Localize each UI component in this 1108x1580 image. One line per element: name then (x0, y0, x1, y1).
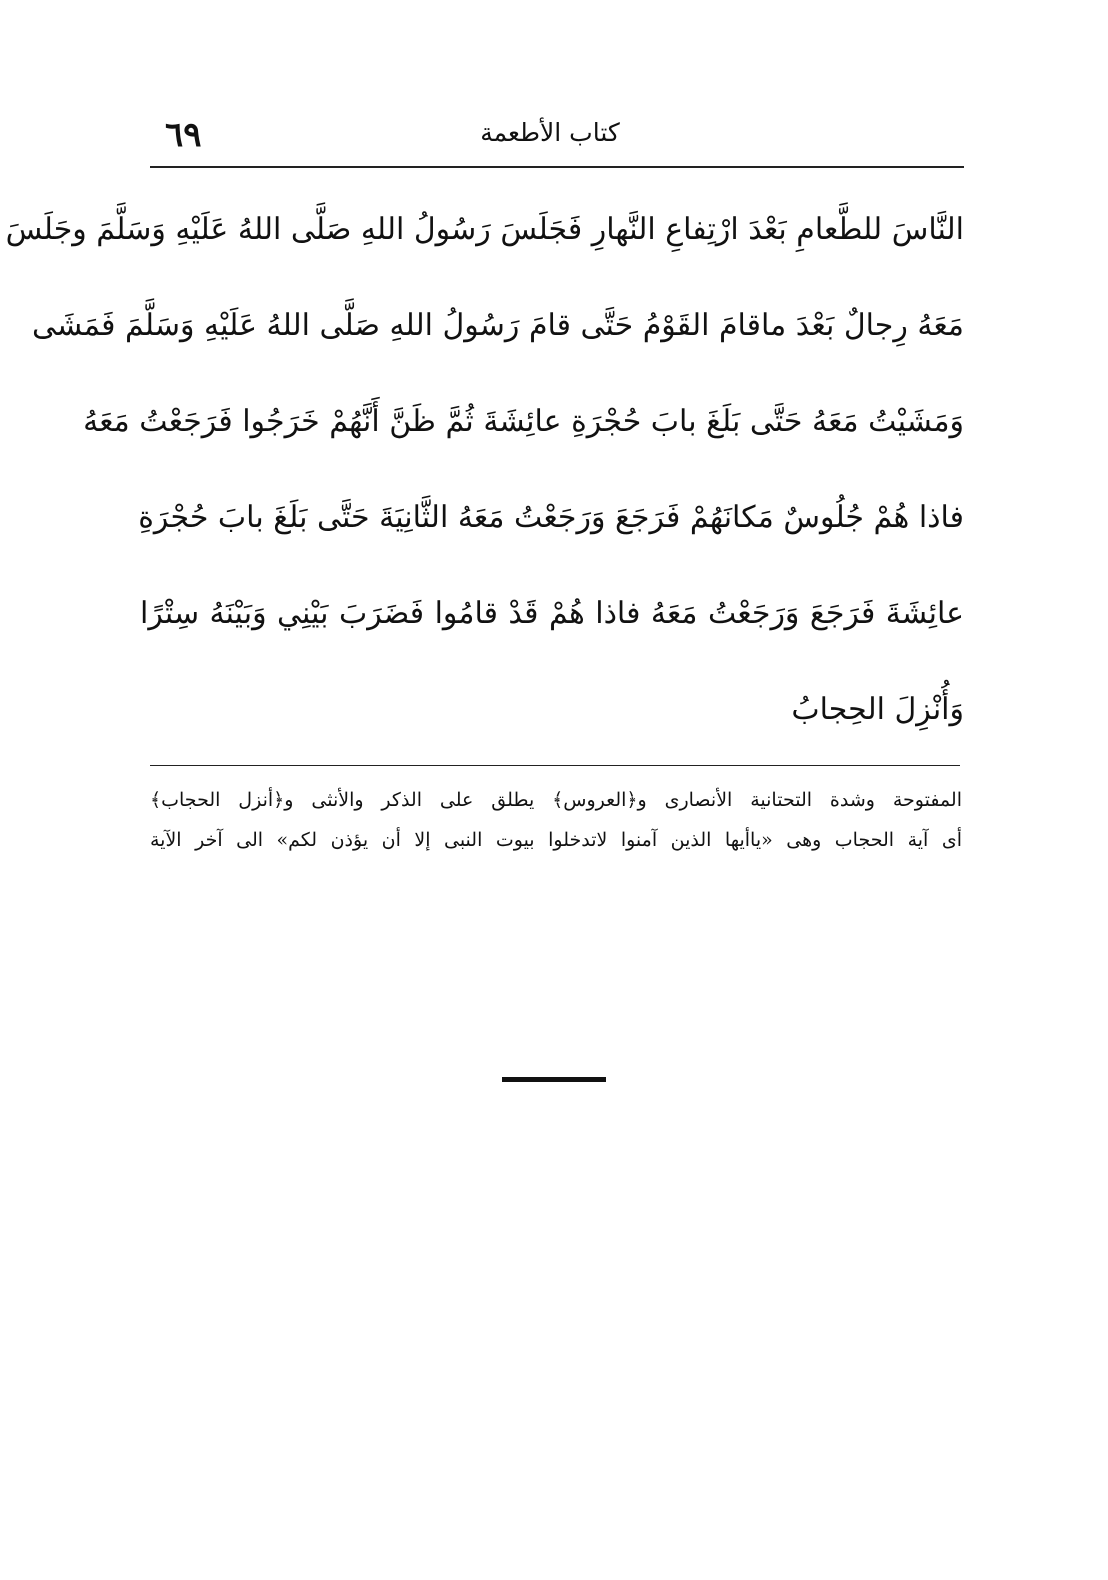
footnote-line-2: أى آية الحجاب وهى «ياأيها الذين آمنوا لاتدخلوا بيوت النبى إلا أن يؤذن لكم» الى آخر الآية (150, 829, 962, 851)
text-line-2: مَعَهُ رِجالٌ بَعْدَ ماقامَ القَوْمُ حَتَّى قامَ رَسُولُ اللهِ صَلَّى اللهُ عَلَيْهِ وَسَلَّمَ فَمَشَى (31, 308, 964, 343)
section-end-rule (502, 1077, 606, 1082)
text-line-4: فاذا هُمْ جُلُوسٌ مَكانَهُمْ فَرَجَعَ وَرَجَعْتُ مَعَهُ الثَّانِيَةَ حَتَّى بَلَغَ بابَ حُجْرَةِ (138, 500, 964, 535)
text-line-6: وَأُنْزِلَ الحِجابُ (791, 692, 964, 727)
footnote-line-1: المفتوحة وشدة التحتانية الأنصارى و﴿العروس﴾ يطلق على الذكر والأنثى و﴿أنزل الحجاب﴾ (150, 789, 962, 811)
text-line-1: النَّاسَ للطَّعامِ بَعْدَ ارْتِفاعِ النَّهارِ فَجَلَسَ رَسُولُ اللهِ صَلَّى اللهُ عَلَيْهِ وَسَلَّمَ وجَلَسَ (5, 212, 964, 247)
header-rule (150, 166, 964, 168)
footnotes (150, 782, 962, 862)
footnote-divider (150, 765, 960, 766)
text-line-5: عائِشَةَ فَرَجَعَ وَرَجَعْتُ مَعَهُ فاذا هُمْ قَدْ قامُوا فَضَرَبَ بَيْنِي وَبَيْنَهُ سِتْرًا (140, 596, 964, 631)
text-line-3: وَمَشَيْتُ مَعَهُ حَتَّى بَلَغَ بابَ حُجْرَةِ عائِشَةَ ثُمَّ ظَنَّ أَنَّهُمْ خَرَجُوا فَرَجَعْتُ مَعَهُ (83, 404, 964, 439)
main-text (5, 200, 964, 776)
page-number: ٦٩ (165, 115, 202, 155)
running-title: كتاب الأطعمة (480, 118, 620, 147)
